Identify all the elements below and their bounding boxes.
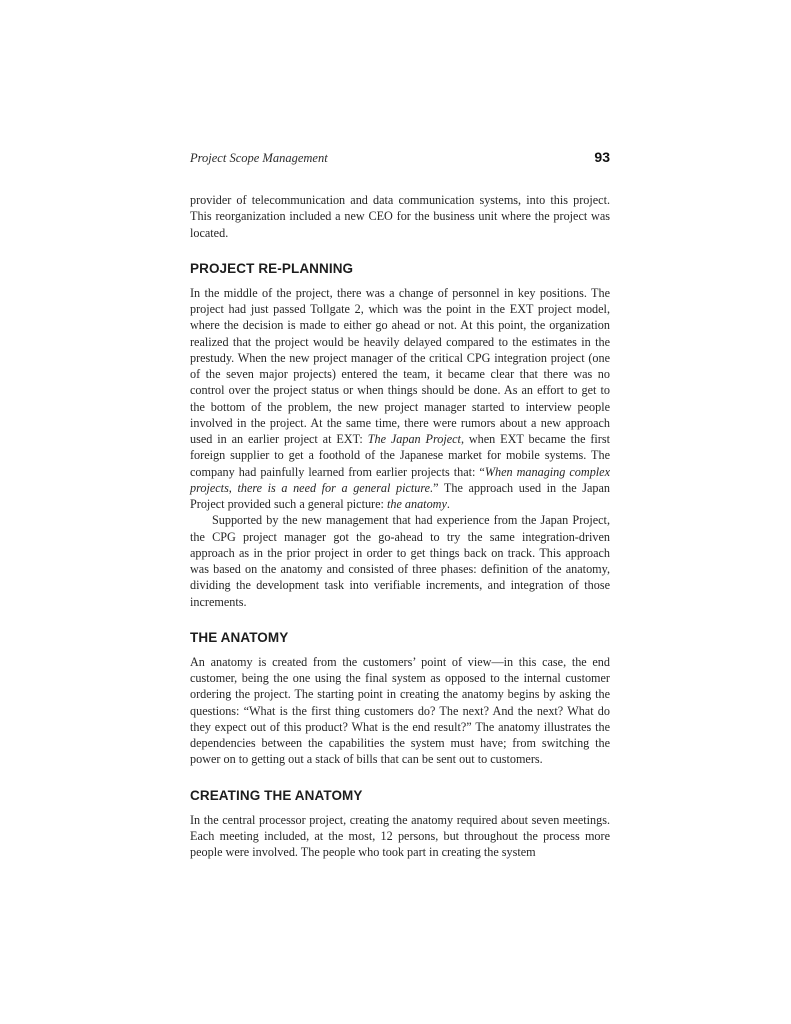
emphasis-quote: When managing complex projects, there is a need for a general picture. <box>190 464 610 495</box>
intro-paragraph: provider of telecommunication and data communication systems, into this project. This reorganization included a new CEO for the business unit where the project was located. <box>190 193 610 240</box>
creating-anatomy-paragraph-1: In the central processor project, creating the anatomy required about seven meetings. Each meeting included, at the most, 12 persons, but throughout the process more people were involved. The people who took part in creating the system <box>190 812 610 859</box>
body-text <box>190 192 610 860</box>
section-heading-anatomy: THE ANATOMY <box>190 629 289 645</box>
text-run: In the middle of the project, there was a change of personnel in key positions. The project had just passed Tollgate 2, which was the point in the EXT project model, where the decision is made to either go ahead or not. At this point, the organization realized that the project would be heavily delayed compared to the estimates in the prestudy. When the new project manager of the critical CPG integration project (one of the seven major projects) entered the team, it became clear that there was no control over the project status or when things should be done. As an effort to get to the bottom of the problem, the new project manager started to interview people involved in the project. At the same time, there were rumors about a new approach used in an earlier project at EXT: <box>190 285 610 446</box>
text-run: . <box>446 497 450 511</box>
page-number: 93 <box>594 149 610 165</box>
replanning-paragraph-2: Supported by the new management that had experience from the Japan Project, the CPG project manager got the go-ahead to try the same integration-driven approach as in the prior project in order to get things back on track. This approach was based on the anatomy and consisted of three phases: definition of the anatomy, dividing the development task into verifiable increments, and integration of those increments. <box>190 513 610 609</box>
section-heading-creating-anatomy: CREATING THE ANATOMY <box>190 787 363 803</box>
replanning-paragraph-1 <box>190 285 610 513</box>
chapter-title: Project Scope Management <box>190 151 328 165</box>
emphasis-japan-project: The Japan Project <box>367 432 461 446</box>
running-header <box>190 149 610 169</box>
text-run: , when EXT became the first foreign supplier to get a foothold of the Japanese market for mobile systems. The company had painfully learned from earlier projects that: “ <box>190 432 610 479</box>
emphasis-anatomy: the anatomy <box>386 497 447 511</box>
text-run: ” The approach used in the Japan Project provided such a general picture: <box>190 480 610 511</box>
anatomy-paragraph-1: An anatomy is created from the customers’ point of view—in this case, the end customer, being the one using the final system as opposed to the internal customer ordering the project. The starting point in creating the anatomy begins by asking the questions: “What is the first thing customers do? The next? And the next? What do they expect out of this product? What is the end result?” The anatomy illustrates the dependencies between the capabilities the system must have; from switching the power on to getting out a stack of bills that can be sent out to customers. <box>190 654 610 767</box>
section-heading-replanning: PROJECT RE-PLANNING <box>190 260 354 276</box>
